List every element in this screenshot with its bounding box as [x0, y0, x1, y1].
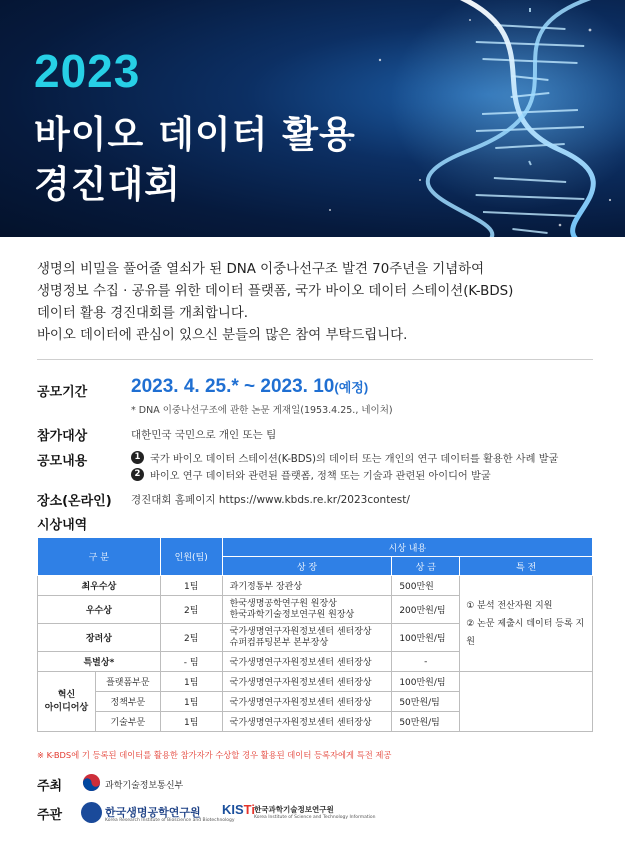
cell-subcategory: 기술부문 [95, 712, 160, 732]
cell-category: 특별상* [38, 652, 161, 672]
cell-benefits [460, 576, 593, 672]
kribb-name: 한국생명공학연구원 [105, 806, 201, 819]
awards-title: 시상내역 [37, 518, 88, 533]
host-name: 과학기술정보통신부 [105, 781, 184, 791]
government-emblem-icon [82, 773, 101, 792]
cell-award [222, 624, 392, 652]
number-badge: 1 [131, 451, 144, 464]
cell-category: 장려상 [38, 624, 161, 652]
cell-category-innovation [38, 672, 96, 732]
cell-award: 국가생명연구자원정보센터 센터장상 [222, 712, 392, 732]
cell-count: 2팀 [160, 624, 222, 652]
category-line: 아이디어상 [44, 702, 89, 713]
cell-subcategory: 정책부문 [95, 692, 160, 712]
kisti-mark-b: Ti [243, 802, 255, 817]
cell-benefits-empty [460, 672, 593, 732]
header-award: 상 장 [222, 557, 392, 576]
cell-count: 1팀 [160, 692, 222, 712]
cell-count: 1팀 [160, 576, 222, 596]
cell-count: - 팀 [160, 652, 222, 672]
dna-rung [483, 212, 577, 216]
cell-money: 100만원/팀 [392, 672, 460, 692]
period-dates: 2023. 4. 25.* ~ 2023. 10 [131, 376, 335, 397]
cell-award [222, 596, 392, 624]
hero-title-line1: 바이오 데이터 활용 [34, 113, 356, 156]
host-label: 주최 [37, 779, 63, 794]
table-row [38, 576, 593, 596]
cell-award: 국가생명연구자원정보센터 센터장상 [222, 652, 392, 672]
number-badge: 2 [131, 468, 144, 481]
period-note: * DNA 이중나선구조에 관한 논문 게재일(1953.4.25., 네이처) [131, 405, 393, 416]
cell-money: 50만원/팀 [392, 692, 460, 712]
kribb-name-en: Korea Research Institute of Bioscience and Biotechnology [105, 818, 235, 823]
cell-award: 국가생명연구자원정보센터 센터장상 [222, 672, 392, 692]
hero-title-line2: 경진대회 [34, 163, 181, 206]
cell-money: 100만원/팀 [392, 624, 460, 652]
header-money: 상 금 [392, 557, 460, 576]
award-line: 한국과학기술정보연구원 원장상 [229, 609, 355, 620]
period-suffix: (예정) [334, 380, 369, 395]
kisti-name: 한국과학기술정보연구원 [254, 805, 334, 814]
section-divider [37, 359, 593, 360]
contents-item-text: 바이오 연구 데이터와 관련된 플랫폼, 정책 또는 기술과 관련된 아이디어 발굴 [150, 471, 491, 482]
hero-banner [0, 0, 625, 237]
benefit-item: ① 분석 전산자원 지원 [466, 600, 553, 611]
table-row [38, 672, 593, 692]
cell-award: 국가생명연구자원정보센터 센터장상 [222, 692, 392, 712]
header-benefit: 특 전 [460, 557, 593, 576]
header-category: 구 분 [38, 538, 161, 576]
period-label: 공모기간 [37, 385, 88, 400]
cell-award: 과기정통부 장관상 [222, 576, 392, 596]
cell-money: 200만원/팀 [392, 596, 460, 624]
venue-label: 장소(온라인) [37, 494, 112, 509]
header-prize-group: 시상 내용 [222, 538, 592, 557]
kribb-logo-icon [81, 802, 102, 823]
cell-count: 2팀 [160, 596, 222, 624]
benefit-item: ② 논문 제출시 데이터 등록 지원 [466, 618, 585, 647]
cell-category: 최우수상 [38, 576, 161, 596]
cell-count: 1팀 [160, 672, 222, 692]
cell-subcategory: 플랫폼부문 [95, 672, 160, 692]
intro-text [37, 259, 597, 347]
award-line: 국가생명연구자원정보센터 센터장상 [229, 626, 372, 637]
awards-table [37, 537, 593, 732]
cell-count: 1팀 [160, 712, 222, 732]
contents-item-text: 국가 바이오 데이터 스테이션(K-BDS)의 데이터 또는 개인의 연구 데이터를 활용한 사례 발굴 [150, 454, 559, 465]
intro-line: 데이터 활용 경진대회를 개최합니다. [37, 306, 249, 321]
kisti-logo [222, 802, 255, 817]
intro-line: 바이오 데이터에 관심이 있으신 분들의 많은 참여 부탁드립니다. [37, 328, 408, 343]
cell-category: 우수상 [38, 596, 161, 624]
award-line: 한국생명공학연구원 원장상 [229, 598, 337, 609]
cell-money: 50만원/팀 [392, 712, 460, 732]
hero-year: 2023 [34, 45, 141, 97]
period-value [131, 376, 368, 398]
contents-label: 공모내용 [37, 454, 88, 469]
category-line: 혁신 [57, 689, 76, 700]
eligibility-label: 참가대상 [37, 429, 88, 444]
contents-item [131, 450, 558, 465]
cell-money: 500만원 [392, 576, 460, 596]
awards-footnote: ※ K-BDS에 기 등록된 데이터를 활용한 참가자가 수상할 경우 활용된 데이터 등록자에게 특전 제공 [37, 750, 392, 760]
intro-line: 생명의 비밀을 풀어줄 열쇠가 된 DNA 이중나선구조 발견 70주년을 기념하여 [37, 262, 485, 277]
intro-line: 생명정보 수집 · 공유를 위한 데이터 플랫폼, 국가 바이오 데이터 스테이션(K-BDS) [37, 284, 514, 299]
table-header-row [38, 538, 593, 557]
kisti-mark-a: KIS [222, 802, 244, 817]
kisti-name-en: Korea Institute of Science and Technology Information [254, 815, 376, 820]
award-line: 슈퍼컴퓨팅본부 본부장상 [229, 637, 329, 648]
eligibility-value: 대한민국 국민으로 개인 또는 팀 [131, 429, 277, 441]
dna-rung [512, 229, 547, 233]
contents-item [131, 467, 491, 482]
cell-money: - [392, 652, 460, 672]
venue-value: 경진대회 홈페이지 https://www.kbds.re.kr/2023contest/ [131, 494, 410, 506]
header-count: 인원(팀) [160, 538, 222, 576]
organizer-label: 주관 [37, 808, 63, 823]
